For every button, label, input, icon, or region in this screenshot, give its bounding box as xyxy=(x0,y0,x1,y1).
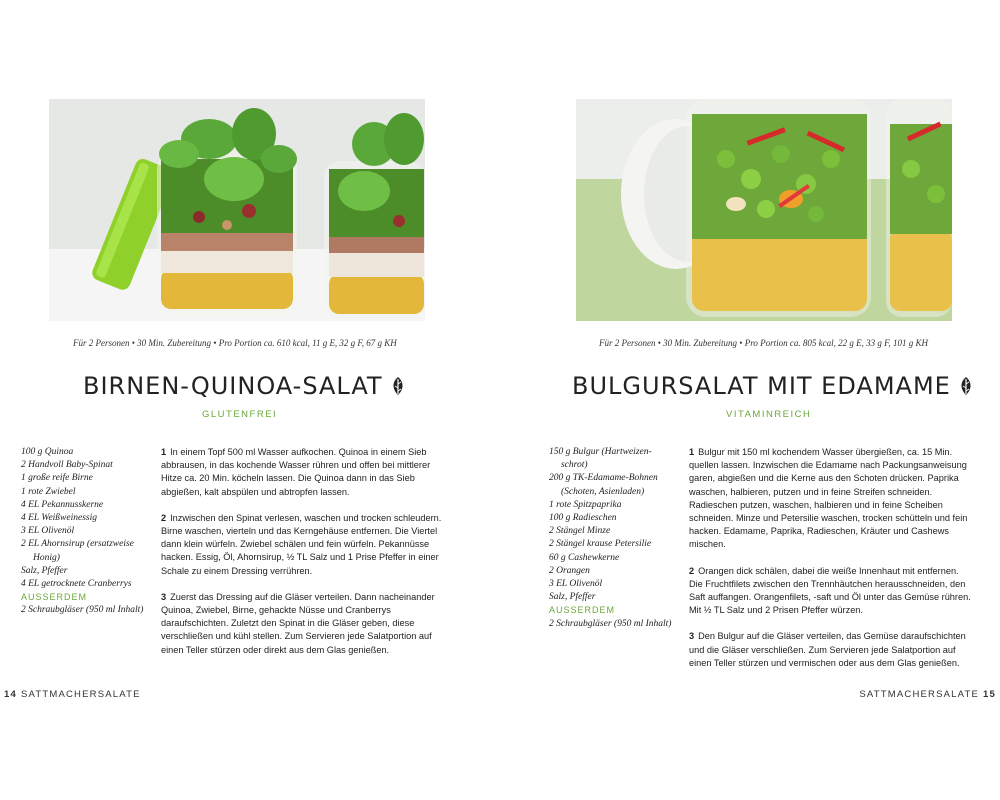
page-number: 14 xyxy=(4,689,17,700)
step-text: Bulgur mit 150 ml kochendem Wasser übergießen, ca. 15 Min. quellen lassen. Inzwischen die Edamame nach Packungsanweisung garen, abgießen und die Kerne aus den Schoten drücken. Paprika waschen, halbieren, putzen und in feine Streifen schneiden. Radieschen putzen, waschen, halbieren und in feine Scheiben schneiden. Minze und Petersilie waschen, trocken schütteln und fein hacken. Edamame, Paprika, Radieschen, Kräuter und Cashews mischen. xyxy=(689,447,968,550)
page-footer-right xyxy=(859,689,1000,700)
recipe-subtitle: VITAMINREICH xyxy=(726,409,812,420)
recipe-step xyxy=(689,565,974,618)
recipe-meta: Für 2 Personen • 30 Min. Zubereitung • Pro Portion ca. 805 kcal, 22 g E, 33 g F, 101 g KH xyxy=(599,338,928,348)
ingredient-item: 60 g Cashewkerne xyxy=(549,552,620,563)
ingredient-item: Salz, Pfeffer xyxy=(549,592,596,603)
ingredient-item: 4 EL Pekannusskerne xyxy=(21,499,104,510)
recipe-step xyxy=(161,512,453,578)
step-number: 1 xyxy=(161,447,167,457)
step-number: 2 xyxy=(161,512,167,523)
ingredient-item: (Schoten, Asienladen) xyxy=(561,486,645,497)
ingredient-item: 100 g Radieschen xyxy=(549,513,617,524)
ingredient-item: 2 Orangen xyxy=(549,565,590,576)
step-number: 3 xyxy=(689,631,695,642)
ingredient-item: 2 Stängel krause Petersilie xyxy=(549,539,652,550)
photo-quinoa-salad-jars xyxy=(49,99,425,321)
ingredient-list xyxy=(21,446,156,618)
recipe-title-text: BIRNEN-QUINOA-SALAT xyxy=(83,372,383,400)
step-text: In einem Topf 500 ml Wasser aufkochen. Quinoa in einem Sieb abbrausen, in das kochende Wasser rühren und offen bei mittlerer Hitze ca. 20 Min. köcheln lassen. Die Quinoa dann in das Sieb abgießen, kalt abspülen und abtropfen lassen. xyxy=(161,447,431,497)
ingredient-item: 1 rote Spitzpaprika xyxy=(549,499,622,510)
leaf-icon xyxy=(391,376,405,396)
recipe-step xyxy=(161,591,453,657)
ingredient-item: 1 große reife Birne xyxy=(21,473,93,484)
ingredient-item: 2 Stängel Minze xyxy=(549,526,611,537)
step-text: Orangen dick schälen, dabei die weiße Innenhaut mit entfernen. Die Fruchtfilets zwischen den Trennhäutchen herausschneiden, den Saft auffangen. Orangenfilets, -saft und Öl unter das Gemüse rühren. Mit ½ TL Salz und 2 Prisen Pfeffer würzen. xyxy=(689,565,971,616)
recipe-meta: Für 2 Personen • 30 Min. Zubereitung • Pro Portion ca. 610 kcal, 11 g E, 32 g F, 67 g KH xyxy=(73,338,397,348)
recipe-title xyxy=(83,372,405,400)
ingredient-item: 3 EL Olivenöl xyxy=(549,579,603,590)
ingredient-item: Salz, Pfeffer xyxy=(21,565,68,576)
ingredient-list xyxy=(549,446,684,631)
section-name: SATTMACHERSALATE xyxy=(20,689,141,700)
photo-bulgur-edamame-jars xyxy=(576,99,952,321)
recipe-subtitle: GLUTENFREI xyxy=(202,409,278,420)
recipe-steps xyxy=(689,446,974,683)
extras-heading: AUSSERDEM xyxy=(21,592,88,603)
ingredient-item: 100 g Quinoa xyxy=(21,447,74,457)
recipe-step xyxy=(689,630,974,670)
ingredient-item: 2 Handvoll Baby-Spinat xyxy=(21,460,113,471)
recipe-steps xyxy=(161,446,453,670)
page-footer-left xyxy=(0,689,141,700)
ingredient-item: 200 g TK-Edamame-Bohnen xyxy=(549,473,658,484)
ingredient-item: 150 g Bulgur (Hartweizen- xyxy=(549,447,652,457)
recipe-step xyxy=(689,446,974,552)
extras-heading: AUSSERDEM xyxy=(549,605,616,616)
step-text: Den Bulgur auf die Gläser verteilen, das Gemüse daraufschichten und die Gläser verschließen. Zum Servieren jede Salatportion auf einen Teller stürzen und vermischen oder aus dem Glas genießen. xyxy=(689,631,966,668)
ingredient-item: 4 EL Weißweinessig xyxy=(21,513,98,524)
step-number: 3 xyxy=(161,591,167,602)
ingredient-item: 1 rote Zwiebel xyxy=(21,486,76,497)
ingredient-item: Honig) xyxy=(33,552,60,563)
extras-item: 2 Schraubgläser (950 ml Inhalt) xyxy=(549,618,672,629)
step-text: Inzwischen den Spinat verlesen, waschen und trocken schleudern. Birne waschen, vierteln und das Kerngehäuse entfernen. Die Viertel dann klein würfeln. Zwiebel schälen und fein würfeln. Pekannüsse hacken. Essig, Öl, Ahornsirup, ½ TL Salz und 1 Prise Pfeffer in einer Schale zu einem Dressing verrühren. xyxy=(161,512,442,576)
ingredient-item: 3 EL Olivenöl xyxy=(21,526,75,537)
step-number: 1 xyxy=(689,447,695,457)
step-text: Zuerst das Dressing auf die Gläser verteilen. Dann nacheinander Quinoa, Zwiebel, Birne, gehackte Nüsse und Cranberrys daraufschichten. Zuletzt den Spinat in die Gläser geben, diese verschließen und kühl stellen. Zum Servieren jede Salatportion auf einen Teller stürzen oder direkt aus dem Glas genießen. xyxy=(161,591,435,655)
section-name: SATTMACHERSALATE xyxy=(859,689,980,700)
recipe-title-text: BULGURSALAT MIT EDAMAME xyxy=(572,372,951,400)
recipe-step xyxy=(161,446,453,499)
ingredient-item: schrot) xyxy=(561,460,588,471)
leaf-icon xyxy=(959,376,973,396)
step-number: 2 xyxy=(689,565,695,576)
recipe-title xyxy=(572,372,973,400)
ingredient-item: 4 EL getrocknete Cranberrys xyxy=(21,579,132,590)
page-number: 15 xyxy=(983,689,996,700)
ingredient-item: 2 EL Ahornsirup (ersatzweise xyxy=(21,539,134,550)
extras-item: 2 Schraubgläser (950 ml Inhalt) xyxy=(21,605,144,616)
